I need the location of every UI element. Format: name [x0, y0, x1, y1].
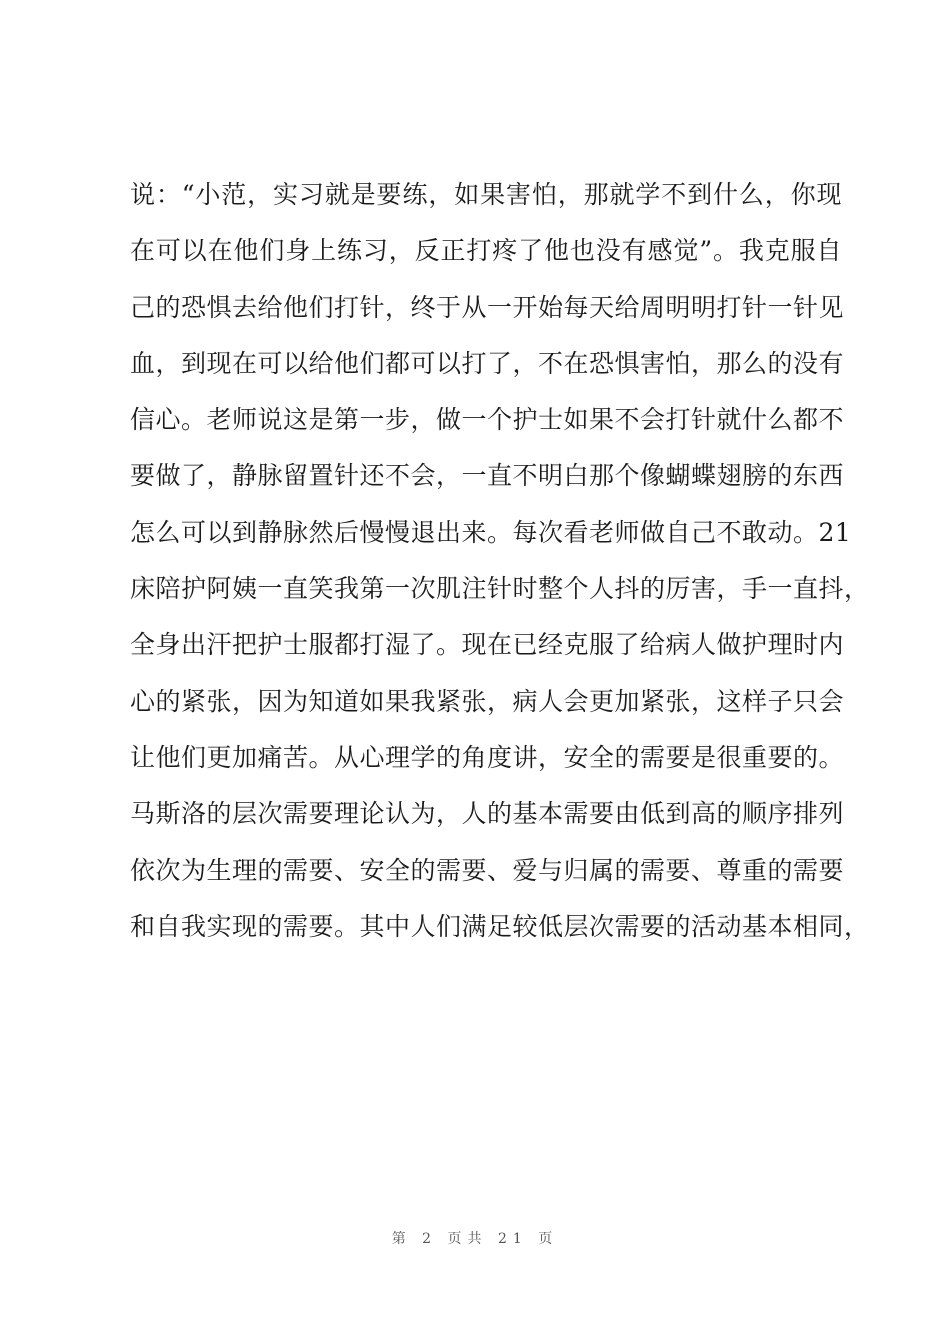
- page-number-footer: 第 2 页共 21 页: [391, 1231, 559, 1247]
- text-line: 让他们更加痛苦。从心理学的角度讲，安全的需要是很重要的。: [130, 742, 845, 772]
- text-line: 心的紧张，因为知道如果我紧张，病人会更加紧张，这样子只会: [130, 686, 845, 716]
- text-line: 马斯洛的层次需要理论认为，人的基本需要由低到高的顺序排列: [130, 799, 845, 829]
- text-line: 和自我实现的需要。其中人们满足较低层次需要的活动基本相同，: [130, 911, 870, 941]
- text-line: 在可以在他们身上练习，反正打疼了他也没有感觉”。我克服自: [130, 236, 842, 266]
- text-line: 床陪护阿姨一直笑我第一次肌注针时整个人抖的厉害，手一直抖，: [130, 574, 870, 604]
- text-line: 依次为生理的需要、安全的需要、爱与归属的需要、尊重的需要: [130, 855, 845, 885]
- text-line: 血，到现在可以给他们都可以打了，不在恐惧害怕，那么的没有: [130, 348, 845, 378]
- text-line: 信心。老师说这是第一步，做一个护士如果不会打针就什么都不: [130, 405, 845, 435]
- text-line: 全身出汗把护士服都打湿了。现在已经克服了给病人做护理时内: [130, 630, 845, 660]
- text-line: 要做了，静脉留置针还不会，一直不明白那个像蝴蝶翅膀的东西: [130, 461, 845, 491]
- text-line: 怎么可以到静脉然后慢慢退出来。每次看老师做自己不敢动。21: [130, 517, 852, 547]
- body-text: [130, 167, 870, 955]
- text-line: 己的恐惧去给他们打针，终于从一开始每天给周明明打针一针见: [130, 292, 845, 322]
- text-line: 说：“小范，实习就是要练，如果害怕，那就学不到什么，你现: [130, 180, 842, 209]
